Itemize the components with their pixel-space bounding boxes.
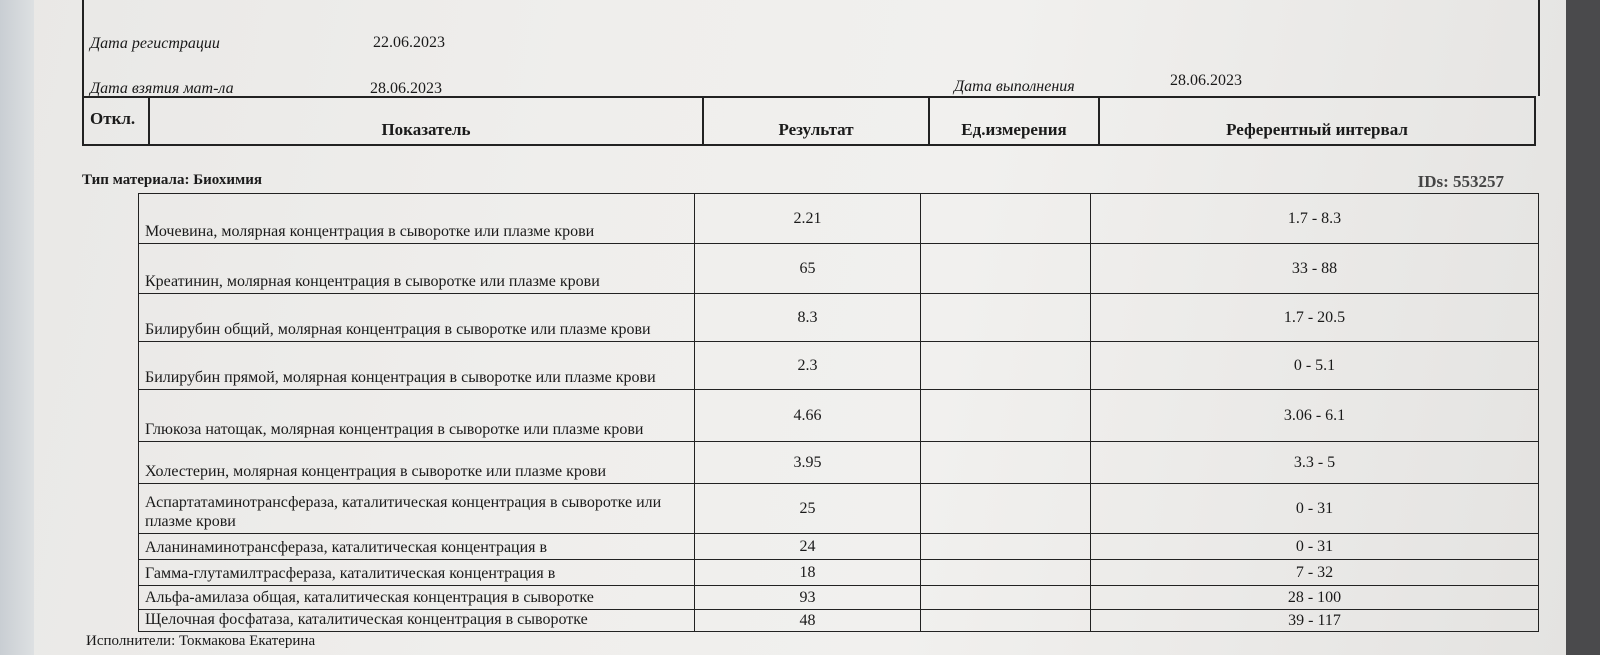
reference-range: 3.3 - 5: [1091, 442, 1539, 483]
completion-date-value: 28.06.2023: [1170, 72, 1242, 89]
result-value: 8.3: [695, 294, 921, 341]
unit-value: [921, 294, 1091, 341]
indicator-name: Креатинин, молярная концентрация в сыворотке или плазме крови: [139, 244, 695, 293]
sample-date-value: 28.06.2023: [370, 80, 442, 97]
sample-ids: IDs: 553257: [1417, 172, 1504, 191]
registration-date-label: Дата регистрации: [90, 35, 220, 52]
result-value: 93: [695, 586, 921, 609]
table-row: [139, 294, 1539, 342]
unit-value: [921, 484, 1091, 533]
result-value: 48: [695, 610, 921, 631]
reference-range: 33 - 88: [1091, 244, 1539, 293]
table-row: [139, 586, 1539, 610]
unit-value: [921, 194, 1091, 243]
indicator-name: Альфа-амилаза общая, каталитическая концентрация в сыворотке: [139, 586, 695, 609]
table-row: [139, 560, 1539, 586]
table-row: [139, 194, 1539, 244]
column-header-row: [82, 96, 1536, 146]
result-value: 65: [695, 244, 921, 293]
table-row: [139, 244, 1539, 294]
indicator-name: Аланинаминотрансфераза, каталитическая концентрация в: [139, 534, 695, 559]
indicator-name: Билирубин общий, молярная концентрация в сыворотке или плазме крови: [139, 294, 695, 341]
reference-range: 0 - 5.1: [1091, 342, 1539, 389]
table-row: [139, 342, 1539, 390]
indicator-name: Глюкоза натощак, молярная концентрация в сыворотке или плазме крови: [139, 390, 695, 441]
unit-value: [921, 342, 1091, 389]
unit-value: [921, 560, 1091, 585]
result-value: 4.66: [695, 390, 921, 441]
material-type: Тип материала: Биохимия: [82, 172, 262, 188]
table-row: [139, 442, 1539, 484]
table-row: [139, 534, 1539, 560]
performers-line: Исполнители: Токмакова Екатерина: [86, 633, 316, 649]
unit-value: [921, 442, 1091, 483]
reference-range: 39 - 117: [1091, 610, 1539, 631]
result-value: 3.95: [695, 442, 921, 483]
table-row: [139, 390, 1539, 442]
reference-range: 1.7 - 20.5: [1091, 294, 1539, 341]
reference-range: 28 - 100: [1091, 586, 1539, 609]
result-value: 2.3: [695, 342, 921, 389]
indicator-name: Щелочная фосфатаза, каталитическая концентрация в сыворотке: [139, 610, 695, 631]
indicator-name: Мочевина, молярная концентрация в сыворотке или плазме крови: [139, 194, 695, 243]
column-result: Результат: [704, 98, 930, 144]
result-value: 2.21: [695, 194, 921, 243]
unit-value: [921, 390, 1091, 441]
indicator-name: Аспартатаминотрансфераза, каталитическая концентрация в сыворотке или плазме крови: [139, 484, 695, 533]
registration-date-value: 22.06.2023: [373, 34, 445, 51]
page-edge: [0, 0, 34, 655]
column-reference: Референтный интервал: [1226, 120, 1408, 139]
result-value: 24: [695, 534, 921, 559]
unit-value: [921, 586, 1091, 609]
result-value: 18: [695, 560, 921, 585]
unit-value: [921, 534, 1091, 559]
indicator-name: Гамма-глутамилтрасфераза, каталитическая концентрация в: [139, 560, 695, 585]
report-header-frame: [82, 0, 1540, 96]
reference-range: 1.7 - 8.3: [1091, 194, 1539, 243]
sample-date-label: Дата взятия мат-ла: [90, 80, 234, 97]
reference-range: 3.06 - 6.1: [1091, 390, 1539, 441]
column-deviation: Откл.: [84, 98, 150, 144]
indicator-name: Холестерин, молярная концентрация в сыворотке или плазме крови: [139, 442, 695, 483]
column-unit: Ед.измерения: [930, 98, 1100, 144]
unit-value: [921, 610, 1091, 631]
completion-date-label: Дата выполнения: [954, 78, 1075, 95]
unit-value: [921, 244, 1091, 293]
indicator-name: Билирубин прямой, молярная концентрация в сыворотке или плазме крови: [139, 342, 695, 389]
reference-range: 0 - 31: [1091, 484, 1539, 533]
reference-range: 0 - 31: [1091, 534, 1539, 559]
results-table: [138, 193, 1539, 632]
reference-range: 7 - 32: [1091, 560, 1539, 585]
result-value: 25: [695, 484, 921, 533]
table-row: [139, 484, 1539, 534]
column-indicator: Показатель: [150, 98, 704, 144]
table-row: [139, 610, 1539, 632]
